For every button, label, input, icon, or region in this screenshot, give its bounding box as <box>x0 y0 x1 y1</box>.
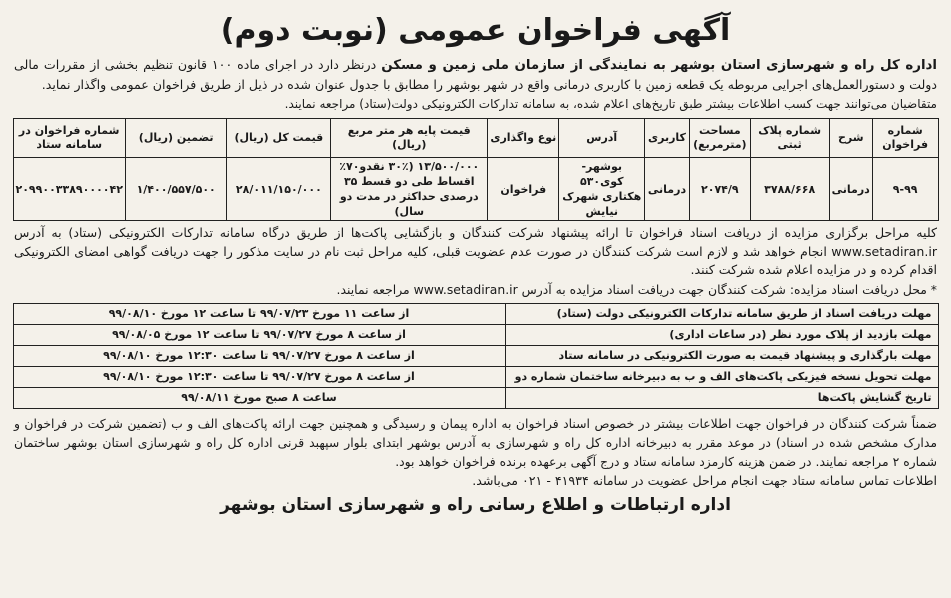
schedule-value: از ساعت ۸ مورخ ۹۹/۰۷/۲۷ تا ساعت ۱۲ مورخ ۹۹/۰۸/۰۵ <box>13 324 505 345</box>
table-cell: ۲۰۹۹۰۰۳۳۸۹۰۰۰۰۴۲ <box>13 158 125 221</box>
table-header: تضمین (ریال) <box>125 119 227 158</box>
table-header: نوع واگذاری <box>488 119 559 158</box>
schedule-row <box>13 303 938 324</box>
schedule-row <box>13 345 938 366</box>
documents-location-note: * محل دریافت اسناد مزایده: شرکت کنندگان جهت دریافت اسناد مزایده به آدرس www.setadiran.ir مراجعه نمایند. <box>336 281 937 297</box>
schedule-value: ساعت ۸ صبح مورخ ۹۹/۰۸/۱۱ <box>13 387 505 408</box>
table-cell: ۲۰۷۴/۹ <box>689 158 750 221</box>
table-cell: ۱/۴۰۰/۵۵۷/۵۰۰ <box>125 158 227 221</box>
table-header: قیمت پایه هر متر مربع (ریال) <box>331 119 488 158</box>
schedule-row <box>13 366 938 387</box>
table-cell: درمانی <box>829 158 872 221</box>
page-title: آگهی فراخوان عمومی (نوبت دوم) <box>220 13 731 48</box>
table-row <box>13 158 938 221</box>
info-note: متقاضیان می‌توانند جهت کسب اطلاعات بیشتر طبق تاریخ‌های اعلام شده، به سامانه تدارکات الکترونیکی دولت(ستاد) مراجعه نمایند. <box>284 97 937 111</box>
table-cell: درمانی <box>645 158 690 221</box>
contact-info: اطلاعات تماس سامانه ستاد جهت انجام مراحل عضویت در سامانه ۴۱۹۳۴ - ۰۲۱ می‌باشد. <box>472 472 937 488</box>
schedule-label: مهلت بارگذاری و پیشنهاد قیمت به صورت الکترونیکی در سامانه ستاد <box>505 345 938 366</box>
table-header: شماره پلاک ثبتی <box>750 119 829 158</box>
procedure-paragraph: کلیه مراحل برگزاری مزایده از دریافت اسناد فراخوان تا ارائه پیشنهاد شرکت کنندگان و بازگشایی پاکت‌ها از طریق درگاه سامانه تدارکات الکترونیکی (ستاد) به آدرس www.setadiran.ir انجام خواهد شد و لازم است شرکت کنندگان در صورت عدم عضویت قبلی، کلیه مراحل ثبت نام در سایت مذکور را جهت دریافت گواهی امضای الکترونیکی اقدام کرده و در مزایده اعلام شده شرکت کنند. <box>14 225 937 277</box>
intro-paragraph <box>8 55 943 94</box>
schedule-label: مهلت بازدید از پلاک مورد نظر (در ساعات اداری) <box>505 324 938 345</box>
schedule-label: مهلت دریافت اسناد از طریق سامانه تدارکات الکترونیکی دولت (ستاد) <box>505 303 938 324</box>
schedule-row <box>13 324 938 345</box>
schedule-row <box>13 387 938 408</box>
table-cell: فراخوان <box>488 158 559 221</box>
table-header: قیمت کل (ریال) <box>227 119 331 158</box>
schedule-value: از ساعت ۱۱ مورخ ۹۹/۰۷/۲۳ تا ساعت ۱۲ مورخ ۹۹/۰۸/۱۰ <box>13 303 505 324</box>
table-cell: ۳۷۸۸/۶۶۸ <box>750 158 829 221</box>
schedule-value: از ساعت ۸ مورخ ۹۹/۰۷/۲۷ تا ساعت ۱۲:۳۰ مورخ ۹۹/۰۸/۱۰ <box>13 345 505 366</box>
table-header-row <box>13 119 938 158</box>
table-cell: ۹-۹۹ <box>872 158 938 221</box>
table-cell: ۱۳/۵۰۰/۰۰۰ (۳۰٪ نقدو۷۰٪ اقساط طی دو قسط ۳۵ درصدی حداکثر در مدت دو سال) <box>331 158 488 221</box>
additional-info-paragraph: ضمناً شرکت کنندگان در فراخوان جهت اطلاعات بیشتر در خصوص اسناد فراخوان به اداره پیمان و رسیدگی و همچنین جهت ارائه پاکت‌های الف و ب (تضمین شرکت در فراخوان و مدارک مشخص شده در اسناد) در موعد مقرر به دبیرخانه اداره کل راه و شهرسازی به آدرس بوشهر ابتدای بلوار سپهبد قرنی اداره کل راه و شهرسازی استان بوشهر ساختمان شماره ۲ مراجعه نمایند. در ضمن هزینه کارمزد سامانه ستاد و درج آگهی برعهده برنده فراخوان خواهد بود. <box>14 415 937 469</box>
table-header: شماره فراخوان در سامانه ستاد <box>13 119 125 158</box>
schedule-table <box>13 303 939 409</box>
table-cell: بوشهر-کوی۵۳۰ هکتاری شهرک نیایش <box>559 158 645 221</box>
table-header: مساحت (مترمربع) <box>689 119 750 158</box>
notice-page <box>8 7 943 584</box>
issuer-footer: اداره ارتباطات و اطلاع رسانی راه و شهرسازی استان بوشهر <box>220 494 731 515</box>
table-header: کاربری <box>645 119 690 158</box>
schedule-label: تاریخ گشایش پاکت‌ها <box>505 387 938 408</box>
intro-bold: اداره کل راه و شهرسازی استان بوشهر به نمایندگی از سازمان ملی زمین و مسکن <box>381 58 937 73</box>
intro-text: درنظر دارد در اجرای ماده ۱۰۰ قانون تنظیم بخشی از مقررات مالی دولت و دستورالعمل‌های اجرایی مربوطه یک قطعه زمین با کاربری درمانی واقع در شهر بوشهر را مطابق با جدول عنوان شده در ذیل از طریق فراخوان عمومی واگذار نماید. <box>14 57 937 92</box>
table-header: شرح <box>829 119 872 158</box>
schedule-value: از ساعت ۸ مورخ ۹۹/۰۷/۲۷ تا ساعت ۱۲:۳۰ مورخ ۹۹/۰۸/۱۰ <box>13 366 505 387</box>
table-header: آدرس <box>559 119 645 158</box>
schedule-label: مهلت تحویل نسخه فیزیکی پاکت‌های الف و ب به دبیرخانه ساختمان شماره دو <box>505 366 938 387</box>
tender-table <box>13 118 939 221</box>
table-header: شماره فراخوان <box>872 119 938 158</box>
table-cell: ۲۸/۰۱۱/۱۵۰/۰۰۰ <box>227 158 331 221</box>
